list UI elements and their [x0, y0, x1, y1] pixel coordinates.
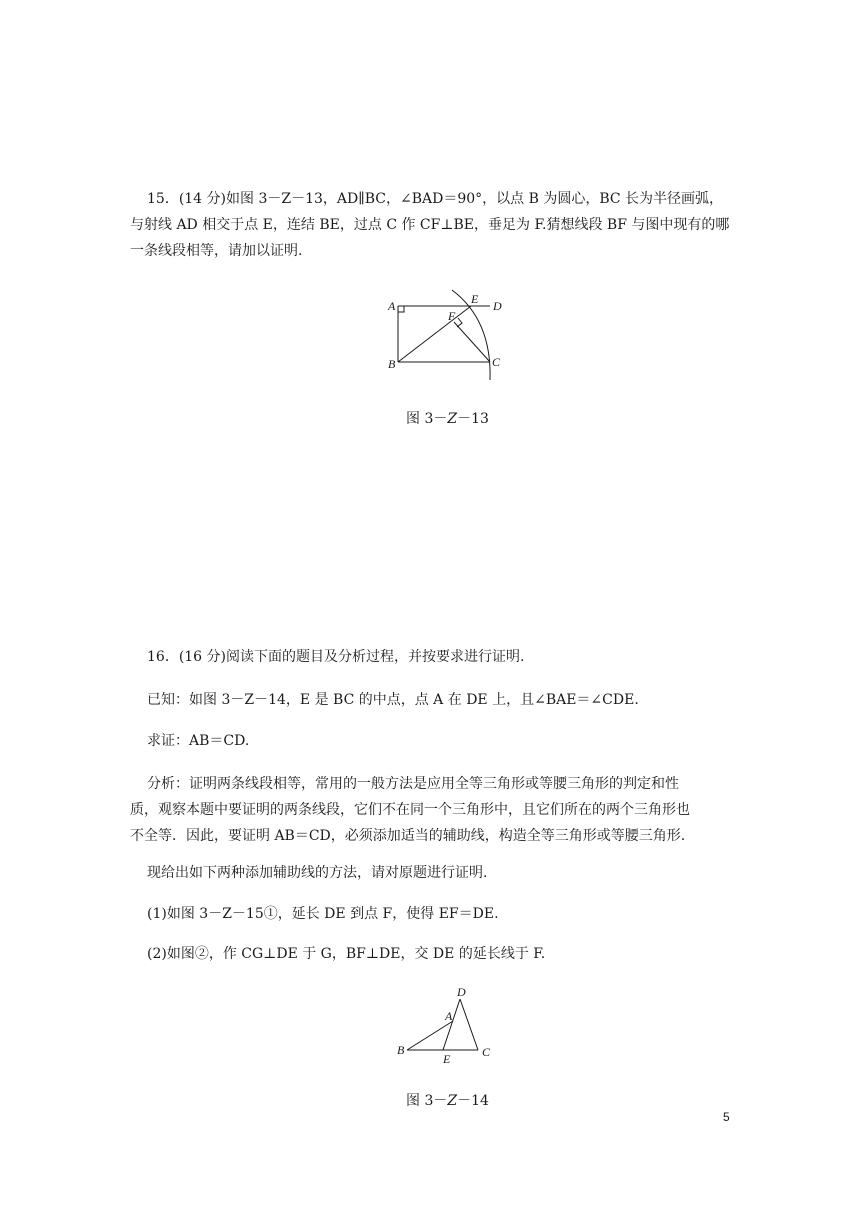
figure-3-z-13 — [380, 288, 530, 398]
segment-DE — [443, 999, 460, 1050]
label-F: F — [448, 309, 456, 323]
p16-line-3: 求证：AB＝CD. — [147, 733, 250, 749]
label-C: C — [492, 355, 501, 369]
right-angle-mark-A — [398, 306, 404, 312]
p16-line-8: (1)如图 3－Z－15①，延长 DE 到点 F，使得 EF＝DE. — [147, 906, 499, 922]
p15-line-1: 15．(14 分)如图 3－Z－13，AD∥BC，∠BAD＝90°，以点 B 为圆心，BC 长为半径画弧， — [147, 191, 724, 207]
label-A: A — [388, 299, 396, 313]
p16-line-5: 质，观察本题中要证明的两条线段，它们不在同一个三角形中，且它们所在的两个三角形也 — [130, 802, 690, 818]
figure-caption-14: 图 3－Z－14 — [406, 1093, 489, 1109]
label-E-14: E — [443, 1052, 451, 1066]
segment-BA — [407, 1021, 453, 1050]
segment-BE — [398, 306, 471, 362]
label-A-14: A — [445, 1009, 453, 1023]
label-B: B — [388, 357, 396, 371]
p16-line-4: 分析：证明两条线段相等，常用的一般方法是应用全等三角形或等腰三角形的判定和性 — [147, 776, 679, 792]
p16-line-6: 不全等．因此，要证明 AB＝CD，必须添加适当的辅助线，构造全等三角形或等腰三角形. — [130, 828, 686, 844]
label-D-14: D — [457, 985, 466, 999]
label-D: D — [493, 299, 502, 313]
p16-line-7: 现给出如下两种添加辅助线的方法，请对原题进行证明. — [147, 865, 488, 881]
p16-line-9: (2)如图②，作 CG⊥DE 于 G，BF⊥DE，交 DE 的延长线于 F. — [147, 946, 546, 962]
page-number: 5 — [723, 1110, 730, 1124]
p16-line-1: 16．(16 分)阅读下面的题目及分析过程，并按要求进行证明. — [147, 649, 525, 665]
figure-3-z-14 — [390, 985, 510, 1065]
figure-caption-13: 图 3－Z－13 — [406, 411, 489, 427]
p16-line-2: 已知：如图 3－Z－14，E 是 BC 的中点，点 A 在 DE 上，且∠BAE＝∠CDE. — [147, 692, 639, 708]
segment-DC — [460, 999, 478, 1050]
segment-CF — [454, 322, 490, 362]
label-B-14: B — [397, 1043, 405, 1057]
label-E: E — [471, 292, 479, 306]
p15-line-3: 一条线段相等，请加以证明. — [130, 243, 303, 259]
p15-line-2: 与射线 AD 相交于点 E，连结 BE，过点 C 作 CF⊥BE，垂足为 F.猜想线段 BF 与图中现有的哪 — [130, 217, 730, 233]
label-C-14: C — [482, 1045, 491, 1059]
